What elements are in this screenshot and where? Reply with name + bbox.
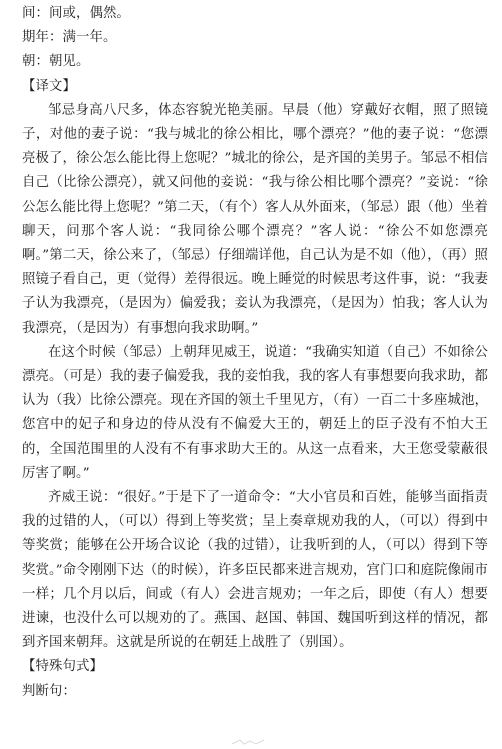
translation-heading: 【译文】 [22,78,76,94]
translation-paragraph: 在这个时候（邹忌）上朝拜见威王，说道：“我确实知道（自己）不如徐公漂亮。（可是）我的妻子偏爱我，我的妾怕我，我的客人有事想要向我求助，都认为（我）比徐公漂亮。现在齐国的领土千里见方，（有）一百二十多座城池，您宫中的妃子和身边的侍从没有不偏爱大王的，朝廷上的臣子没有不怕大王的，全国范围里的人没有不有事求助大王的。从这一点看来，大王您受蒙蔽很厉害了啊。” [22,344,488,481]
definition-line: 间：间或，偶然。 [22,6,130,21]
definition-line: 朝：朝见。 [22,54,90,70]
definition-line: 期年：满一年。 [22,30,117,46]
judgment-sentence-label: 判断句： [22,683,76,699]
translation-paragraph: 邹忌身高八尺多，体态容貌光艳美丽。早晨（他）穿戴好衣帽，照了照镜子，对他的妻子说：“我与城北的徐公相比，哪个漂亮？”他的妻子说：“您漂亮极了，徐公怎么能比得上您呢？”城北的徐公，是齐国的美男子。邹忌不相信自己（比徐公漂亮），就又问他的妾说：“我与徐公相比哪个漂亮？”妾说：“徐公怎么能比得上您呢？”第二天，（有个）客人从外面来，（邹忌）跟（他）坐着聊天，问那个客人说：“我同徐公哪个漂亮？”客人说：“徐公不如您漂亮啊。”第二天，徐公来了，（邹忌）仔细端详他，自己认为是不如（他），（再）照照镜子看自己，更（觉得）差得很远。晚上睡觉的时候思考这件事，说：“我妻子认为我漂亮，（是因为）偏爱我；妾认为我漂亮，（是因为）怕我；客人认为我漂亮，（是因为）有事想向我求助啊。” [22,102,488,336]
scan-artifact-mark [230,738,270,746]
special-sentence-heading: 【特殊句式】 [22,659,103,675]
translation-paragraph: 齐威王说：“很好。”于是下了一道命令：“大小官员和百姓，能够当面指责我的过错的人，（可以）得到上等奖赏；呈上奏章规劝我的人，（可以）得到中等奖赏；能够在公开场合议论（我的过错），让我听到的人，（可以）得到下等奖赏。”命令刚刚下达（的时候），许多臣民都来进言规劝，宫门口和庭院像闹市一样；几个月以后，间或（有人）会进言规劝；一年之后，即使（有人）想要进谏，也没什么可以规劝的了。燕国、赵国、韩国、魏国听到这样的情况，都到齐国来朝拜。这就是所说的在朝廷上战胜了（别国）。 [22,490,488,651]
